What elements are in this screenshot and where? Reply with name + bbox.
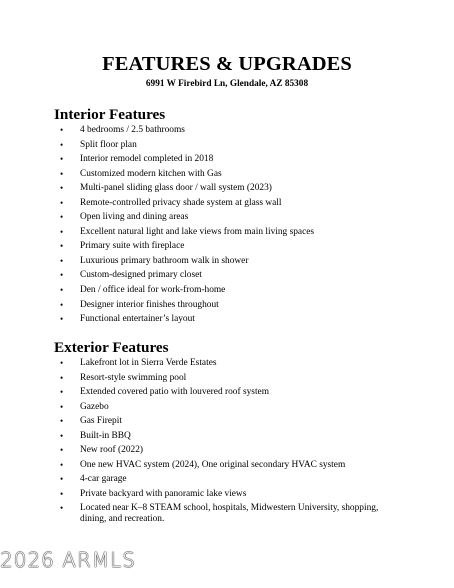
list-item [0,270,454,285]
list-item-text: Luxurious primary bathroom walk in shower [80,255,249,266]
list-item-text: One new HVAC system (2024), One original secondary HVAC system [80,459,346,470]
list-item [0,387,454,402]
page-title: FEATURES & UPGRADES [102,53,352,75]
bullet-icon: • [60,285,64,296]
bullet-icon: • [60,474,64,485]
interior-features-list [0,125,454,329]
list-item-text: Designer interior finishes throughout [80,299,219,310]
bullet-icon: • [60,241,64,252]
bullet-icon: • [60,212,64,223]
list-item [0,373,454,388]
bullet-icon: • [60,416,64,427]
list-item-text: Gazebo [80,401,109,412]
list-item [0,445,454,460]
bullet-icon: • [60,183,64,194]
list-item [0,460,454,475]
list-item [0,314,454,329]
list-item [0,198,454,213]
list-item [0,125,454,140]
list-item [0,285,454,300]
bullet-icon: • [60,270,64,281]
list-item [0,183,454,198]
list-item [0,154,454,169]
list-item-text: Open living and dining areas [80,212,189,223]
list-item-text: Functional entertainer’s layout [80,314,195,325]
list-item-text: New roof (2022) [80,445,144,456]
copyright-watermark: 2026 ARMLS [0,548,136,572]
list-item-text: Den / office ideal for work-from-home [80,285,226,296]
bullet-icon: • [60,154,64,165]
bullet-icon: • [60,387,64,398]
list-item-text: 4 bedrooms / 2.5 bathrooms [80,125,185,135]
bullet-icon: • [60,197,64,208]
list-item-text: Gas Firepit [80,416,122,427]
exterior-features-list [0,358,454,525]
list-item [0,227,454,242]
bullet-icon: • [60,459,64,470]
interior-features-heading: Interior Features [54,106,166,123]
bullet-icon: • [60,314,64,325]
bullet-icon: • [60,299,64,310]
bullet-icon: • [60,503,64,514]
list-item [0,241,454,256]
list-item-text: Excellent natural light and lake views from main living spaces [80,226,315,237]
list-item-text: 4-car garage [80,474,127,485]
list-item [0,212,454,227]
bullet-icon: • [60,168,64,179]
bullet-icon: • [60,125,64,135]
exterior-features-heading: Exterior Features [54,339,169,356]
list-item [0,402,454,417]
list-item [0,474,454,489]
list-item-text: Remote-controlled privacy shade system at glass wall [80,197,282,208]
list-item-text: Resort-style swimming pool [80,372,187,383]
bullet-icon: • [60,358,64,368]
list-item [0,416,454,431]
list-item [0,358,454,373]
bullet-icon: • [60,445,64,456]
list-item [0,431,454,446]
list-item [0,169,454,184]
list-item [0,256,454,271]
list-item-text: Custom-designed primary closet [80,270,202,281]
bullet-icon: • [60,488,64,499]
bullet-icon: • [60,372,64,383]
list-item-text: Lakefront lot in Sierra Verde Estates [80,358,217,368]
property-address: 6991 W Firebird Ln, Glendale, AZ 85308 [145,79,309,89]
list-item-text: Primary suite with fireplace [80,241,185,252]
bullet-icon: • [60,226,64,237]
list-item-text: Interior remodel completed in 2018 [80,154,214,165]
list-item-text: Split floor plan [80,139,137,150]
bullet-icon: • [60,139,64,150]
list-item-text: Located near K–8 STEAM school, hospitals, Midwestern University, shopping, dining, and recreation. [80,503,379,525]
list-item [0,140,454,155]
list-item-text: Customized modern kitchen with Gas [80,168,222,179]
list-item-text: Private backyard with panoramic lake views [80,488,247,499]
bullet-icon: • [60,430,64,441]
list-item [0,503,454,525]
list-item-text: Multi-panel sliding glass door / wall system (2023) [80,183,272,194]
list-item [0,489,454,504]
list-item-text: Built-in BBQ [80,430,131,441]
bullet-icon: • [60,255,64,266]
bullet-icon: • [60,401,64,412]
list-item-text: Extended covered patio with louvered roof system [80,387,270,398]
list-item [0,300,454,315]
